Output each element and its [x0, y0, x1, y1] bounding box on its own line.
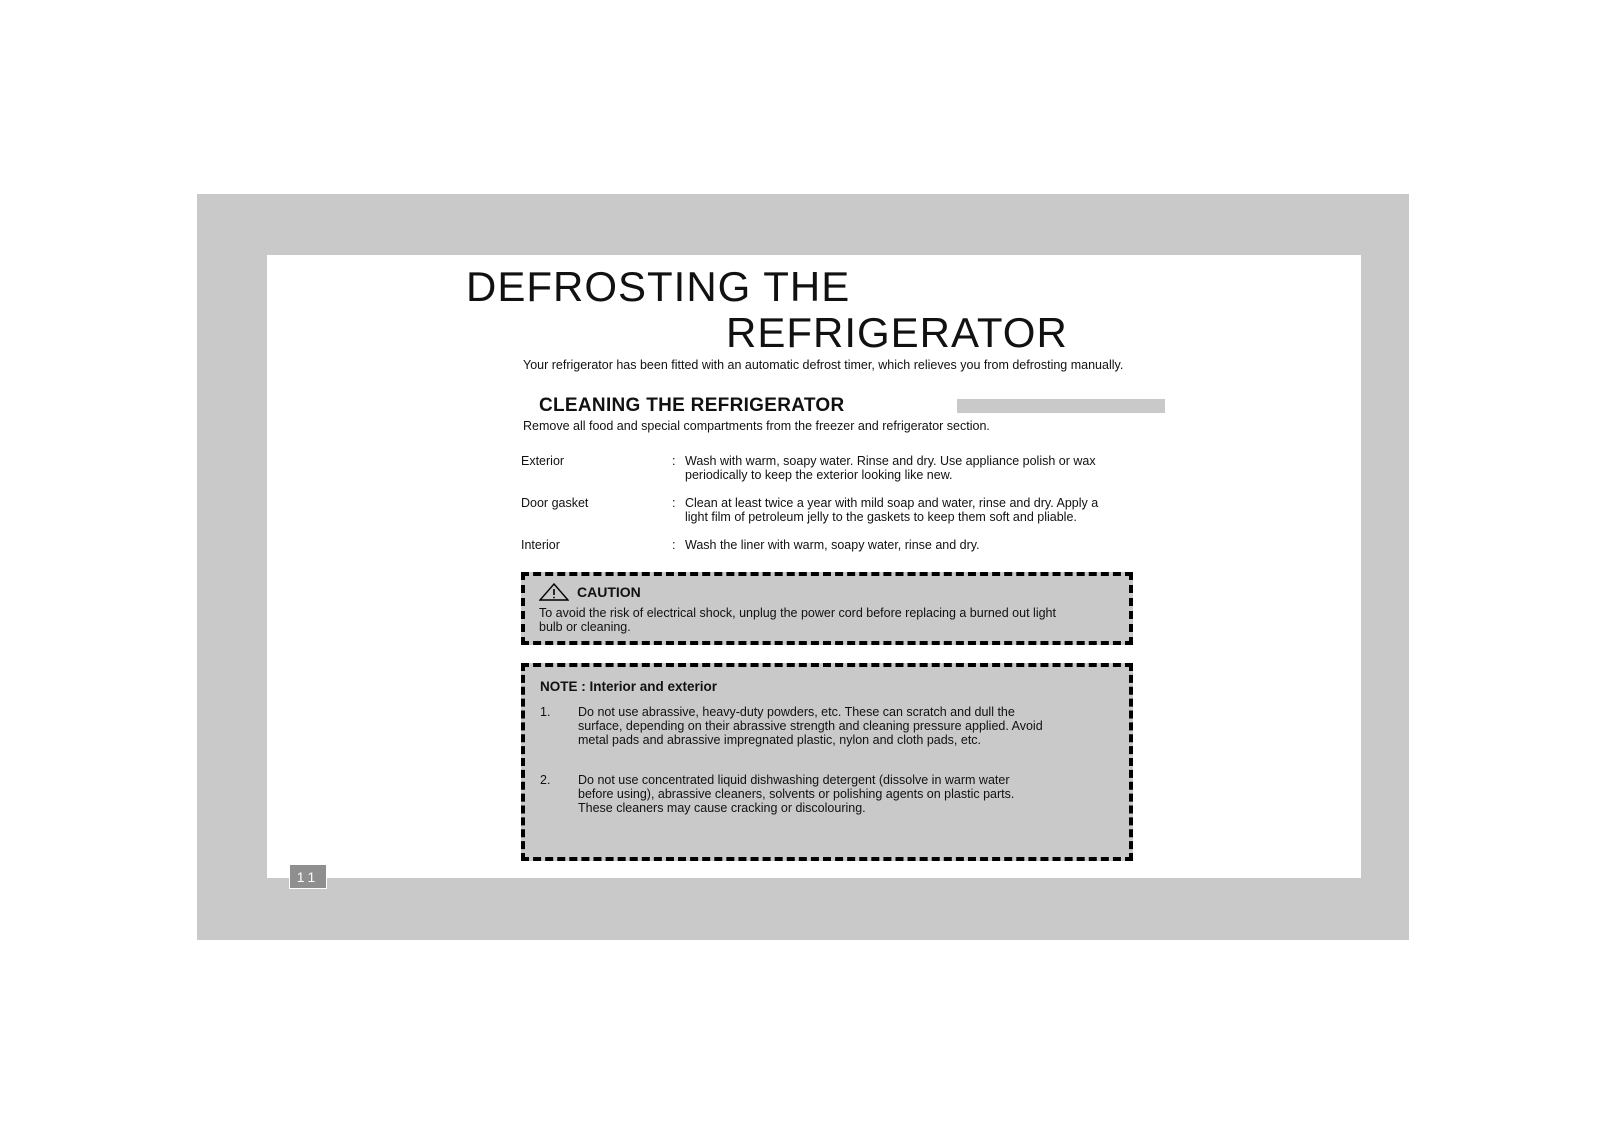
- cleaning-heading: CLEANING THE REFRIGERATOR: [539, 395, 845, 416]
- cleaning-item-separator: :: [672, 454, 676, 468]
- cleaning-item-label: Door gasket: [521, 496, 589, 510]
- note-item-text: Do not use concentrated liquid dishwashing detergent (dissolve in warm water before using), abrassive cleaners, solvents or polishing agents on plastic parts. These cleaners may cause cracking or discolouring.: [578, 773, 1015, 815]
- cleaning-item-description: Wash the liner with warm, soapy water, rinse and dry.: [685, 538, 980, 552]
- warning-triangle-icon: [539, 583, 569, 601]
- cleaning-item-separator: :: [672, 538, 676, 552]
- heading-bar: [957, 399, 1165, 413]
- note-title: NOTE : Interior and exterior: [540, 679, 718, 694]
- note-item-number: 2.: [540, 773, 551, 787]
- page-title-line-2: REFRIGERATOR: [726, 309, 1068, 356]
- page-title-line-1: DEFROSTING THE: [466, 263, 851, 310]
- note-box: [521, 663, 1133, 861]
- cleaning-item-separator: :: [672, 496, 676, 510]
- cleaning-item-description: Wash with warm, soapy water. Rinse and dry. Use appliance polish or wax periodically to keep the exterior looking like new.: [685, 454, 1096, 482]
- page-number: 11: [289, 864, 327, 889]
- note-item-text: Do not use abrassive, heavy-duty powders, etc. These can scratch and dull the surface, depending on their abrassive strength and cleaning pressure applied. Avoid metal pads and abrassive impregnated plastic, nylon and cloth pads, etc.: [578, 705, 1043, 747]
- note-item-number: 1.: [540, 705, 551, 719]
- cleaning-item-label: Exterior: [521, 454, 565, 468]
- cleaning-item-description: Clean at least twice a year with mild soap and water, rinse and dry. Apply a light film of petroleum jelly to the gaskets to keep them soft and pliable.: [685, 496, 1099, 524]
- caution-title: CAUTION: [577, 584, 641, 600]
- intro-paragraph: Your refrigerator has been fitted with an automatic defrost timer, which relieves you from defrosting manually.: [523, 358, 1124, 372]
- cleaning-intro: Remove all food and special compartments from the freezer and refrigerator section.: [523, 419, 990, 433]
- caution-box: [521, 572, 1133, 645]
- caution-header: [539, 583, 641, 601]
- caution-text: To avoid the risk of electrical shock, unplug the power cord before replacing a burned out light bulb or cleaning.: [539, 606, 1056, 634]
- cleaning-item-label: Interior: [521, 538, 560, 552]
